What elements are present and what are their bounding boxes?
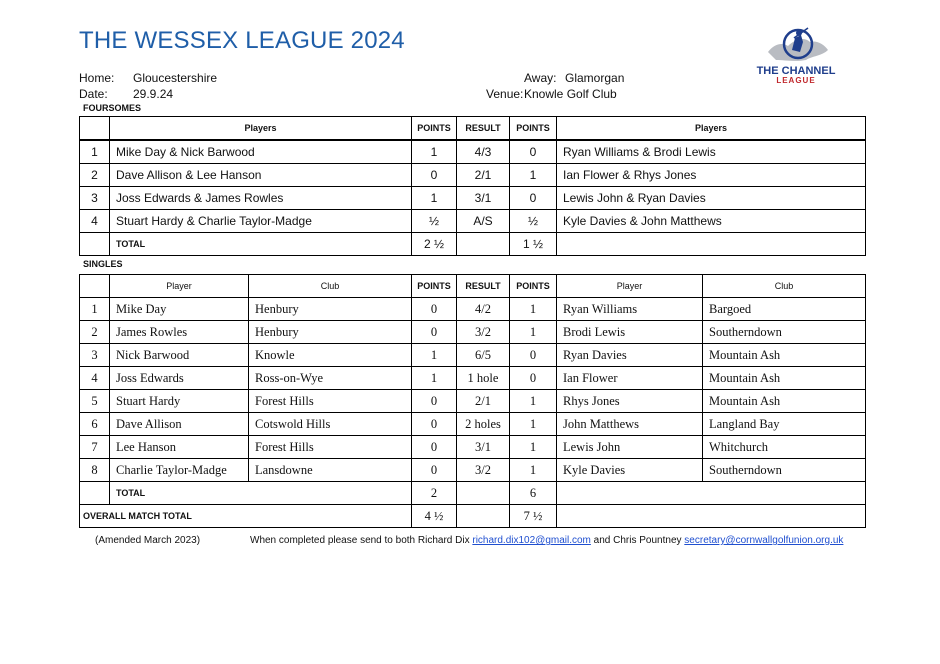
email-link-secretary[interactable]: secretary@cornwallgolfunion.org.uk [684, 535, 844, 546]
home-points: 0 [412, 164, 457, 187]
away-player: Lewis John [557, 436, 703, 459]
blank-cell [557, 505, 866, 528]
page-title: THE WESSEX LEAGUE 2024 [79, 27, 405, 54]
away-points: 0 [510, 367, 557, 390]
blank-cell [557, 233, 866, 256]
foursomes-section-label: FOURSOMES [83, 103, 142, 113]
away-points: 1 [510, 298, 557, 321]
away-player: Ryan Williams [557, 298, 703, 321]
total-away: 1 ½ [510, 233, 557, 256]
blank-cell [457, 233, 510, 256]
result: 6/5 [457, 344, 510, 367]
header-points-left: POINTS [412, 275, 457, 298]
home-club: Lansdowne [249, 459, 412, 482]
row-number: 3 [80, 344, 110, 367]
blank-cell [457, 482, 510, 505]
singles-table [79, 274, 866, 528]
table-row [80, 390, 866, 413]
header-no [80, 117, 110, 140]
result: 3/2 [457, 459, 510, 482]
home-players: Mike Day & Nick Barwood [110, 141, 412, 164]
row-number: 1 [80, 141, 110, 164]
home-points: 0 [412, 436, 457, 459]
away-club: Whitchurch [703, 436, 866, 459]
foursomes-total-row [80, 233, 866, 256]
away-points: 1 [510, 321, 557, 344]
home-players: Stuart Hardy & Charlie Taylor-Madge [110, 210, 412, 233]
away-club: Mountain Ash [703, 390, 866, 413]
amended-note: (Amended March 2023) [95, 535, 201, 546]
blank-cell [557, 482, 866, 505]
row-number: 4 [80, 210, 110, 233]
home-points: 1 [412, 344, 457, 367]
date-label: Date: [79, 87, 108, 101]
result: 1 hole [457, 367, 510, 390]
row-number: 1 [80, 298, 110, 321]
away-points: 0 [510, 344, 557, 367]
foursomes-header-row [80, 117, 866, 140]
table-row [80, 344, 866, 367]
away-points: 1 [510, 390, 557, 413]
away-players: Ian Flower & Rhys Jones [557, 164, 866, 187]
total-label: TOTAL [110, 482, 412, 505]
blank-cell [457, 505, 510, 528]
home-club: Forest Hills [249, 436, 412, 459]
away-players: Lewis John & Ryan Davies [557, 187, 866, 210]
header-points-left: POINTS [412, 117, 457, 140]
away-club: Langland Bay [703, 413, 866, 436]
and-text: and Chris Pountney [593, 535, 682, 546]
row-number: 4 [80, 367, 110, 390]
away-club: Mountain Ash [703, 344, 866, 367]
home-club: Henbury [249, 321, 412, 344]
table-row [80, 459, 866, 482]
home-player: Lee Hanson [110, 436, 249, 459]
result: 4/3 [457, 141, 510, 164]
away-points: 1 [510, 436, 557, 459]
table-row [80, 367, 866, 390]
away-club: Bargoed [703, 298, 866, 321]
away-points: 1 [510, 459, 557, 482]
send-instructions [250, 535, 843, 546]
home-player: Charlie Taylor-Madge [110, 459, 249, 482]
away-club: Southerndown [703, 321, 866, 344]
result: 2 holes [457, 413, 510, 436]
table-row [80, 321, 866, 344]
table-row [80, 210, 866, 233]
header-player-left: Player [110, 275, 249, 298]
row-number: 7 [80, 436, 110, 459]
logo-line2: LEAGUE [776, 76, 816, 85]
away-player: Brodi Lewis [557, 321, 703, 344]
header-result: RESULT [457, 275, 510, 298]
email-link-richard[interactable]: richard.dix102@gmail.com [472, 535, 591, 546]
home-players: Dave Allison & Lee Hanson [110, 164, 412, 187]
home-value: Gloucestershire [133, 71, 218, 85]
singles-total-row [80, 482, 866, 505]
row-number: 5 [80, 390, 110, 413]
home-points: 0 [412, 459, 457, 482]
foursomes-table [79, 116, 866, 256]
away-club: Mountain Ash [703, 367, 866, 390]
away-players: Kyle Davies & John Matthews [557, 210, 866, 233]
header-club-left: Club [249, 275, 412, 298]
channel-league-logo [748, 22, 844, 88]
home-player: Mike Day [110, 298, 249, 321]
away-player: Kyle Davies [557, 459, 703, 482]
home-points: 1 [412, 187, 457, 210]
header-points-right: POINTS [510, 117, 557, 140]
home-points: ½ [412, 210, 457, 233]
result: 3/1 [457, 187, 510, 210]
home-label: Home: [79, 71, 115, 85]
home-player: James Rowles [110, 321, 249, 344]
row-number: 3 [80, 187, 110, 210]
header-players-right: Players [557, 117, 866, 140]
row-number: 6 [80, 413, 110, 436]
overall-home: 4 ½ [412, 505, 457, 528]
result: A/S [457, 210, 510, 233]
home-points: 0 [412, 321, 457, 344]
overall-away: 7 ½ [510, 505, 557, 528]
result: 2/1 [457, 390, 510, 413]
result: 3/1 [457, 436, 510, 459]
logo-line1: THE CHANNEL [756, 65, 836, 77]
home-points: 0 [412, 413, 457, 436]
venue-label: Venue: [486, 87, 524, 101]
send-text: When completed please send to both Richard Dix [250, 535, 470, 546]
away-player: John Matthews [557, 413, 703, 436]
blank-cell [80, 482, 110, 505]
home-points: 1 [412, 141, 457, 164]
header-points-right: POINTS [510, 275, 557, 298]
home-player: Nick Barwood [110, 344, 249, 367]
away-value: Glamorgan [565, 71, 625, 85]
home-club: Cotswold Hills [249, 413, 412, 436]
away-points: ½ [510, 210, 557, 233]
away-points: 0 [510, 141, 557, 164]
away-points: 1 [510, 164, 557, 187]
result: 3/2 [457, 321, 510, 344]
table-row [80, 141, 866, 164]
row-number: 2 [80, 321, 110, 344]
home-club: Henbury [249, 298, 412, 321]
home-points: 0 [412, 390, 457, 413]
home-player: Joss Edwards [110, 367, 249, 390]
table-row [80, 164, 866, 187]
result: 2/1 [457, 164, 510, 187]
header-result: RESULT [457, 117, 510, 140]
away-club: Southerndown [703, 459, 866, 482]
blank-cell [80, 233, 110, 256]
home-club: Forest Hills [249, 390, 412, 413]
header-no [80, 275, 110, 298]
away-label: Away: [524, 71, 557, 85]
away-player: Ryan Davies [557, 344, 703, 367]
overall-total-row [80, 505, 866, 528]
home-points: 0 [412, 298, 457, 321]
row-number: 8 [80, 459, 110, 482]
away-players: Ryan Williams & Brodi Lewis [557, 141, 866, 164]
home-players: Joss Edwards & James Rowles [110, 187, 412, 210]
away-points: 0 [510, 187, 557, 210]
home-points: 1 [412, 367, 457, 390]
away-player: Ian Flower [557, 367, 703, 390]
singles-header-row [80, 275, 866, 298]
table-row [80, 187, 866, 210]
singles-section-label: SINGLES [83, 259, 123, 269]
home-club: Knowle [249, 344, 412, 367]
table-row [80, 298, 866, 321]
row-number: 2 [80, 164, 110, 187]
table-row [80, 436, 866, 459]
total-label: TOTAL [110, 233, 412, 256]
table-row [80, 413, 866, 436]
total-home: 2 ½ [412, 233, 457, 256]
header-players-left: Players [110, 117, 412, 140]
home-club: Ross-on-Wye [249, 367, 412, 390]
overall-label: OVERALL MATCH TOTAL [80, 505, 412, 528]
home-player: Stuart Hardy [110, 390, 249, 413]
header-player-right: Player [557, 275, 703, 298]
home-player: Dave Allison [110, 413, 249, 436]
total-home: 2 [412, 482, 457, 505]
total-away: 6 [510, 482, 557, 505]
away-player: Rhys Jones [557, 390, 703, 413]
result: 4/2 [457, 298, 510, 321]
header-club-right: Club [703, 275, 866, 298]
venue-value: Knowle Golf Club [524, 87, 617, 101]
date-value: 29.9.24 [133, 87, 174, 101]
away-points: 1 [510, 413, 557, 436]
